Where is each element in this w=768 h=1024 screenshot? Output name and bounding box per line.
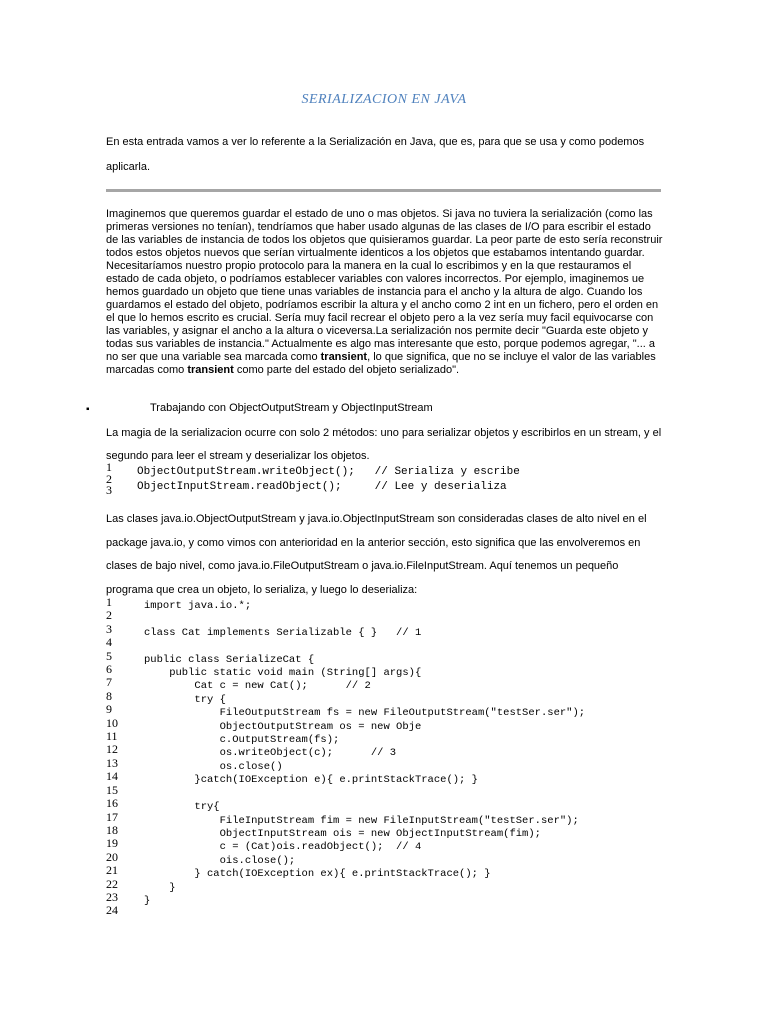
body-text-part1: Imaginemos que queremos guardar el estado de uno o mas objetos. Si java no tuviera la serialización (como las primeras versiones no tenían), tendríamos que haber usado algunas de las clases de I/O para escribir el estado de las variables de instancia de todos los objetos que quisieramos guardar. La peor parte de esto sería reconstruir todos estos objetos nuevos que serían virtualmente identicos a los objetos que estabamos intentando guardar. Necesitaríamos nuestro propio protocolo para la manera en la cual lo escribimos y en la que restauramos el estado de cada objeto, o podríamos establecer variables con valores incorrectos. Por ejemplo, imaginemos ue hemos guardado un objeto que tiene unas variables de instancia para el ancho y la altura de algo. Cuando los guardamos el estado del objeto, podríamos escribir la altura y el ancho como 2 int en un fichero, pero el orden en el que lo hemos escrito es crucial. Sería muy facil recrear el objeto pero a la vez sería muy facil equivocarse con las variables, y asignar el ancho a la altura o viceversa.La serialización nos permite decir "Guarda este objeto y todas sus variables de instancia." Actualmente es algo mas interesante que esto, porque podemos agregar, "... a no ser que una variable sea marcada como: [106, 208, 663, 363]
bullet-marker: ▪: [86, 404, 90, 415]
serialization-explanation-paragraph: [106, 208, 664, 377]
code-block-2: import java.io.*; class Cat implements Serializable { } // 1 public class SerializeCat { public static void main (String[] args){ Cat c = new Cat(); // 2 try { FileOutputStream fs = new FileOutputStream("testSer.ser"); ObjectOutputStream os = new Obje c.OutputStream(fs); os.writeObject(c); // 3 os.close() }catch(IOException e){ e.printStackTrace(); } try{ FileInputStream fim = new FileInputStream("testSer.ser"); ObjectInputStream ois = new ObjectInputStream(fim); c = (Cat)ois.readObject(); // 4 ois.close(); } catch(IOException ex){ e.printStackTrace(); } } }: [144, 600, 586, 907]
body-text-part3: como parte del estado del objeto serializado".: [233, 364, 460, 376]
section-heading: Trabajando con ObjectOutputStream y ObjectInputStream: [150, 402, 433, 414]
code-block-1: ObjectOutputStream.writeObject(); // Serializa y escribe ObjectInputStream.readObject(); // Lee y deserializa: [137, 466, 520, 493]
transient-keyword-1: transient: [320, 351, 368, 363]
classes-paragraph: Las clases java.io.ObjectOutputStream y java.io.ObjectInputStream son consideradas clases de alto nivel en el package java.io, y como vimos con anterioridad en la anterior sección, esto significa que las envolveremos en clases de bajo nivel, como java.io.FileOutputStream o java.io.FileInputStream. Aquí tenemos un pequeño programa que crea un objeto, lo serializa, y luego lo deserializa:: [106, 513, 647, 596]
code-block-2-line-numbers: 1 2 3 4 5 6 7 8 9 10 11 12 13 14 15 16 17 18 19 20 21 22 23 24: [106, 595, 118, 918]
transient-keyword-2: transient: [187, 364, 234, 376]
horizontal-rule: [106, 189, 661, 192]
body-text-part2: , lo que significa, que no se incluye el valor de las variables marcadas como: [106, 351, 656, 376]
code-block-1-line-numbers: 1 2 3: [106, 460, 112, 497]
methods-paragraph: La magia de la serializacion ocurre con solo 2 métodos: uno para serializar objetos y escribirlos en un stream, y el segundo para leer el stream y deserializar los objetos.: [106, 427, 662, 462]
page-title: SERIALIZACION EN JAVA: [301, 92, 467, 107]
intro-paragraph: En esta entrada vamos a ver lo referente a la Serialización en Java, que es, para que se usa y como podemos aplicarla.: [106, 136, 645, 173]
